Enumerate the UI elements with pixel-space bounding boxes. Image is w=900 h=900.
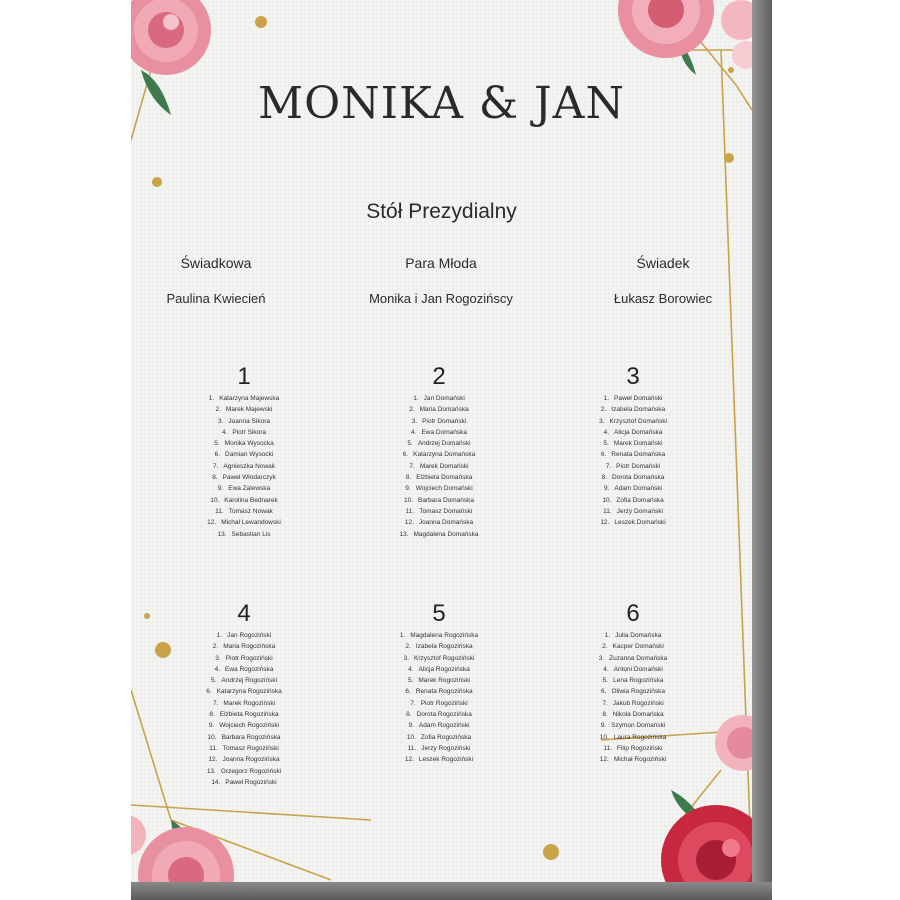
guest-number: 7. [605, 462, 612, 470]
guest-number: 8. [601, 474, 608, 482]
guest-number: 6. [405, 688, 411, 696]
guest-item [553, 732, 713, 743]
guest-name: Katarzyna Domańska [413, 451, 476, 459]
person-best-man: Łukasz Borowiec [613, 291, 713, 306]
guest-item [359, 529, 519, 540]
person-maid-of-honor: Paulina Kwiecień [166, 291, 266, 306]
guest-item [164, 529, 324, 540]
guest-number: 11. [603, 507, 612, 515]
guest-number: 11. [407, 744, 417, 752]
guest-name: Agnieszka Nowak [223, 462, 276, 470]
guest-item [553, 495, 713, 506]
guest-number: 12. [599, 756, 609, 764]
guest-item [553, 416, 713, 427]
guest-number: 6. [600, 451, 607, 459]
guest-name: Julia Domańska [615, 632, 662, 639]
guest-item [164, 449, 324, 460]
guest-item [359, 427, 519, 438]
guest-name: Maria Domańska [419, 406, 469, 414]
guest-item [359, 743, 519, 754]
role-couple: Para Młoda [405, 255, 477, 271]
guest-name: Ewa Domańska [421, 428, 467, 436]
guest-number: 7. [212, 699, 219, 707]
guest-number: 5. [603, 440, 609, 448]
guest-name: Zuzanna Domańska [609, 654, 668, 662]
guest-item [359, 483, 519, 494]
guest-name: Barbara Domańska [418, 496, 475, 504]
guest-name: Szymon Domański [611, 722, 666, 730]
guest-name: Marek Domański [419, 462, 469, 470]
table-number: 1 [237, 363, 251, 390]
guest-number: 11. [215, 507, 224, 515]
guest-name: Zofia Rogozińska [420, 733, 472, 741]
guest-item [164, 393, 324, 404]
guest-name: Monika Wysocka [224, 440, 274, 448]
guest-item [164, 641, 324, 652]
guest-item [553, 709, 713, 720]
guest-number: 4. [603, 428, 609, 436]
canvas-edge-bottom [131, 882, 772, 900]
guest-name: Piotr Domański [422, 417, 467, 425]
guest-number: 3. [411, 417, 418, 425]
guest-item [359, 754, 519, 765]
guest-number: 10. [210, 496, 220, 504]
guest-item [359, 653, 519, 664]
guest-item [553, 686, 713, 697]
head-table-heading: Stół Prezydialny [366, 200, 517, 223]
guest-number: 5. [210, 677, 217, 685]
guest-name: Karolina Bednarek [224, 496, 278, 504]
guest-number: 11. [405, 507, 415, 515]
guest-name: Kacper Domański [612, 643, 664, 651]
guest-name: Damian Wysocki [225, 451, 274, 459]
guest-number: 8. [406, 711, 412, 719]
guest-item [164, 404, 324, 415]
guest-item [164, 709, 324, 720]
guest-number: 11. [603, 744, 613, 752]
table-6-column [553, 600, 713, 766]
guest-number: 8. [405, 474, 412, 482]
guest-name: Tomasz Rogoziński [222, 744, 279, 752]
guest-item [164, 777, 324, 788]
canvas-edge-right [750, 0, 772, 900]
guest-number: 2. [212, 643, 219, 651]
guest-item [553, 427, 713, 438]
guest-item [164, 675, 324, 686]
guest-number: 8. [212, 474, 218, 482]
guest-number: 12. [208, 756, 218, 764]
role-maid-of-honor: Świadkowa [180, 255, 252, 271]
guest-item [553, 483, 713, 494]
guest-name: Paweł Domański [614, 395, 663, 402]
guest-list [359, 393, 519, 540]
guest-name: Paweł Rogoziński [225, 778, 277, 786]
guest-name: Michał Rogoziński [613, 756, 667, 764]
guest-item [164, 766, 324, 777]
guest-name: Katarzyna Majewska [219, 395, 280, 402]
guest-item [553, 438, 713, 449]
guest-item [359, 517, 519, 528]
guest-name: Barbara Rogozińska [221, 733, 281, 741]
table-2-column [359, 363, 519, 540]
guest-name: Magdalena Domańska [413, 530, 479, 538]
guest-number: 1. [604, 632, 611, 639]
guest-number: 10. [207, 733, 217, 741]
table-1-column [164, 363, 324, 540]
guest-number: 8. [209, 711, 215, 719]
guest-item [359, 675, 519, 686]
guest-number: 4. [214, 665, 220, 673]
guest-number: 13. [206, 767, 216, 775]
guest-number: 3. [598, 654, 605, 662]
guest-item [359, 720, 519, 731]
guest-number: 10. [599, 733, 609, 741]
guest-name: Jan Rogoziński [227, 632, 272, 639]
guest-item [359, 393, 519, 404]
guest-item [553, 698, 713, 709]
guest-item [359, 664, 519, 675]
guest-number: 1. [216, 632, 223, 639]
guest-name: Alicja Rogozińska [418, 665, 470, 673]
guest-item [553, 664, 713, 675]
guest-name: Sebastian Lis [231, 530, 271, 538]
guest-number: 5. [407, 677, 414, 685]
guest-number: 7. [409, 462, 415, 470]
role-best-man: Świadek [636, 255, 690, 271]
guest-number: 7. [602, 699, 608, 707]
guest-number: 3. [403, 654, 410, 662]
guest-number: 9. [408, 722, 414, 730]
guest-item [164, 438, 324, 449]
guest-name: Ewa Zalewska [228, 485, 271, 493]
guest-name: Michał Lewandowski [221, 519, 281, 527]
guest-number: 6. [402, 451, 409, 459]
guest-item [164, 495, 324, 506]
guest-number: 6. [206, 688, 212, 696]
guest-name: Zofia Domańska [616, 496, 664, 504]
guest-item [164, 720, 324, 731]
guest-name: Elżbieta Domańska [416, 474, 473, 482]
guest-name: Grzegorz Rogoziński [220, 767, 282, 775]
guest-item [553, 720, 713, 731]
guest-item [553, 517, 713, 528]
guest-name: Elżbieta Rogozińska [219, 711, 279, 719]
guest-item [553, 404, 713, 415]
guest-name: Alicja Domańska [614, 428, 663, 436]
guest-name: Jerzy Domański [616, 507, 663, 515]
guest-name: Joanna Domańska [418, 519, 474, 527]
guest-name: Katarzyna Rogozińska [216, 688, 282, 696]
guest-name: Marek Majewski [225, 406, 273, 414]
guest-item [164, 686, 324, 697]
person-couple: Monika i Jan Rogozińscy [369, 291, 513, 306]
table-number: 2 [432, 363, 446, 390]
guest-list [359, 630, 519, 766]
guest-item [553, 653, 713, 664]
guest-number: 11. [209, 744, 218, 752]
guest-name: Jakub Rogoziński [612, 699, 664, 707]
flower-bottom-right-icon [661, 790, 752, 882]
table-5-column [359, 600, 519, 766]
guest-item [553, 461, 713, 472]
guest-item [164, 743, 324, 754]
guest-number: 1. [603, 395, 609, 402]
guest-name: Jan Domański [423, 395, 465, 402]
guest-name: Jerzy Rogoziński [421, 744, 471, 752]
guest-item [164, 664, 324, 675]
guest-name: Dorota Domańska [612, 474, 665, 482]
guest-item [164, 483, 324, 494]
guest-name: Tomasz Nowak [228, 507, 273, 515]
guest-item [164, 653, 324, 664]
seating-chart-canvas [131, 0, 752, 882]
guest-item [164, 754, 324, 765]
guest-item [164, 506, 324, 517]
guest-number: 6. [601, 688, 607, 696]
guest-name: Adam Domański [614, 485, 663, 493]
guest-number: 3. [215, 654, 221, 662]
guest-number: 7. [212, 462, 219, 470]
guest-list [164, 393, 324, 540]
guest-number: 9. [208, 722, 215, 730]
guest-item [553, 630, 713, 641]
guest-number: 13. [217, 530, 227, 538]
guest-item [359, 686, 519, 697]
guest-name: Piotr Sikora [232, 428, 267, 436]
flower-top-right-icon [618, 0, 752, 75]
guest-number: 12. [404, 519, 414, 527]
guest-name: Marek Rogoziński [223, 699, 276, 707]
guest-item [359, 630, 519, 641]
guest-name: Tomasz Domański [419, 507, 473, 515]
table-number: 5 [432, 600, 446, 627]
guest-name: Piotr Rogoziński [420, 699, 468, 707]
guest-number: 9. [600, 722, 607, 730]
guest-item [164, 517, 324, 528]
guest-name: Oliwia Rogozińska [611, 688, 665, 696]
guest-item [553, 675, 713, 686]
guest-item [359, 495, 519, 506]
guest-item [164, 427, 324, 438]
guest-item [553, 449, 713, 460]
flower-right-icon [715, 715, 752, 771]
guest-number: 9. [217, 485, 224, 493]
guest-name: Paweł Włodarczyk [222, 474, 276, 482]
guest-number: 12. [404, 756, 414, 764]
guest-number: 6. [214, 451, 221, 459]
guest-item [359, 449, 519, 460]
guest-item [359, 709, 519, 720]
guest-name: Renata Rogozińska [415, 688, 473, 696]
guest-item [359, 732, 519, 743]
guest-name: Leszek Rogoziński [418, 756, 474, 764]
guest-number: 3. [599, 417, 605, 425]
guest-name: Leszek Domański [614, 519, 666, 527]
guest-item [359, 506, 519, 517]
guest-number: 2. [405, 643, 411, 651]
guest-number: 13. [399, 530, 409, 538]
guest-number: 3. [218, 417, 224, 425]
guest-name: Andrzej Domański [417, 440, 471, 448]
guest-number: 1. [399, 632, 406, 639]
guest-name: Magdalena Rogozińska [410, 632, 479, 639]
guest-number: 4. [408, 665, 414, 673]
guest-number: 1. [413, 395, 419, 402]
guest-name: Nikola Domańska [612, 711, 664, 719]
guest-number: 2. [600, 406, 607, 414]
guest-name: Izabela Domańska [611, 406, 666, 414]
guest-name: Piotr Domański [616, 462, 661, 470]
table-number: 3 [626, 363, 640, 390]
guest-name: Andrzej Rogoziński [221, 677, 278, 685]
guest-number: 5. [214, 440, 220, 448]
guest-name: Joanna Rogozińska [222, 756, 280, 764]
guest-number: 5. [407, 440, 413, 448]
guest-number: 2. [215, 406, 221, 414]
guest-item [164, 698, 324, 709]
guest-item [164, 472, 324, 483]
page-title: MONIKA & JAN [258, 78, 625, 129]
table-number: 4 [237, 600, 251, 627]
guest-name: Filip Rogoziński [617, 744, 663, 752]
guest-name: Lena Rogozińska [613, 677, 664, 685]
guest-name: Antoni Domański [613, 665, 663, 673]
table-4-column [164, 600, 324, 788]
guest-number: 5. [602, 677, 609, 685]
guest-name: Joanna Sikora [228, 417, 270, 425]
guest-item [164, 461, 324, 472]
guest-number: 12. [207, 519, 217, 527]
guest-number: 10. [403, 496, 414, 504]
guest-item [359, 698, 519, 709]
guest-item [164, 416, 324, 427]
guest-name: Dorota Rogozińska [416, 711, 472, 719]
guest-number: 4. [411, 428, 417, 436]
guest-name: Renata Domańska [611, 451, 666, 459]
guest-item [359, 438, 519, 449]
guest-item [553, 393, 713, 404]
guest-item [359, 404, 519, 415]
guest-list [553, 630, 713, 766]
guest-item [164, 630, 324, 641]
guest-number: 1. [208, 395, 215, 402]
guest-number: 7. [410, 699, 416, 707]
guest-number: 10. [406, 733, 416, 741]
guest-name: Marek Domański [613, 440, 663, 448]
guest-number: 2. [409, 406, 415, 414]
guest-number: 14. [211, 778, 221, 786]
guest-number: 4. [603, 665, 609, 673]
guest-item [164, 732, 324, 743]
guest-name: Izabela Rogozińska [415, 643, 473, 651]
guest-item [359, 461, 519, 472]
guest-name: Piotr Rogoziński [225, 654, 273, 662]
guest-item [553, 754, 713, 765]
guest-item [359, 641, 519, 652]
guest-name: Laura Rogozińska [613, 733, 667, 741]
guest-list [553, 393, 713, 529]
guest-name: Krzysztof Rogoziński [414, 654, 475, 662]
guest-item [553, 472, 713, 483]
guest-name: Maria Rogozińska [223, 643, 276, 651]
guest-name: Adam Rogoziński [418, 722, 470, 730]
guest-item [359, 416, 519, 427]
guest-number: 12. [600, 519, 610, 527]
guest-name: Wojciech Domański [415, 485, 473, 493]
guest-number: 10. [602, 496, 612, 504]
table-3-column [553, 363, 713, 529]
guest-number: 4. [221, 428, 228, 436]
guest-name: Ewa Rogozińska [225, 665, 274, 673]
guest-number: 8. [602, 711, 608, 719]
guest-name: Marek Rogoziński [418, 677, 471, 685]
guest-item [359, 472, 519, 483]
guest-number: 9. [405, 485, 411, 493]
guest-item [553, 506, 713, 517]
guest-number: 2. [602, 643, 608, 651]
guest-name: Wojciech Rogoziński [219, 722, 280, 730]
guest-number: 9. [603, 485, 610, 493]
guest-list [164, 630, 324, 788]
guest-item [553, 743, 713, 754]
table-number: 6 [626, 600, 640, 627]
guest-name: Krzysztof Domański [609, 417, 667, 425]
guest-item [553, 641, 713, 652]
